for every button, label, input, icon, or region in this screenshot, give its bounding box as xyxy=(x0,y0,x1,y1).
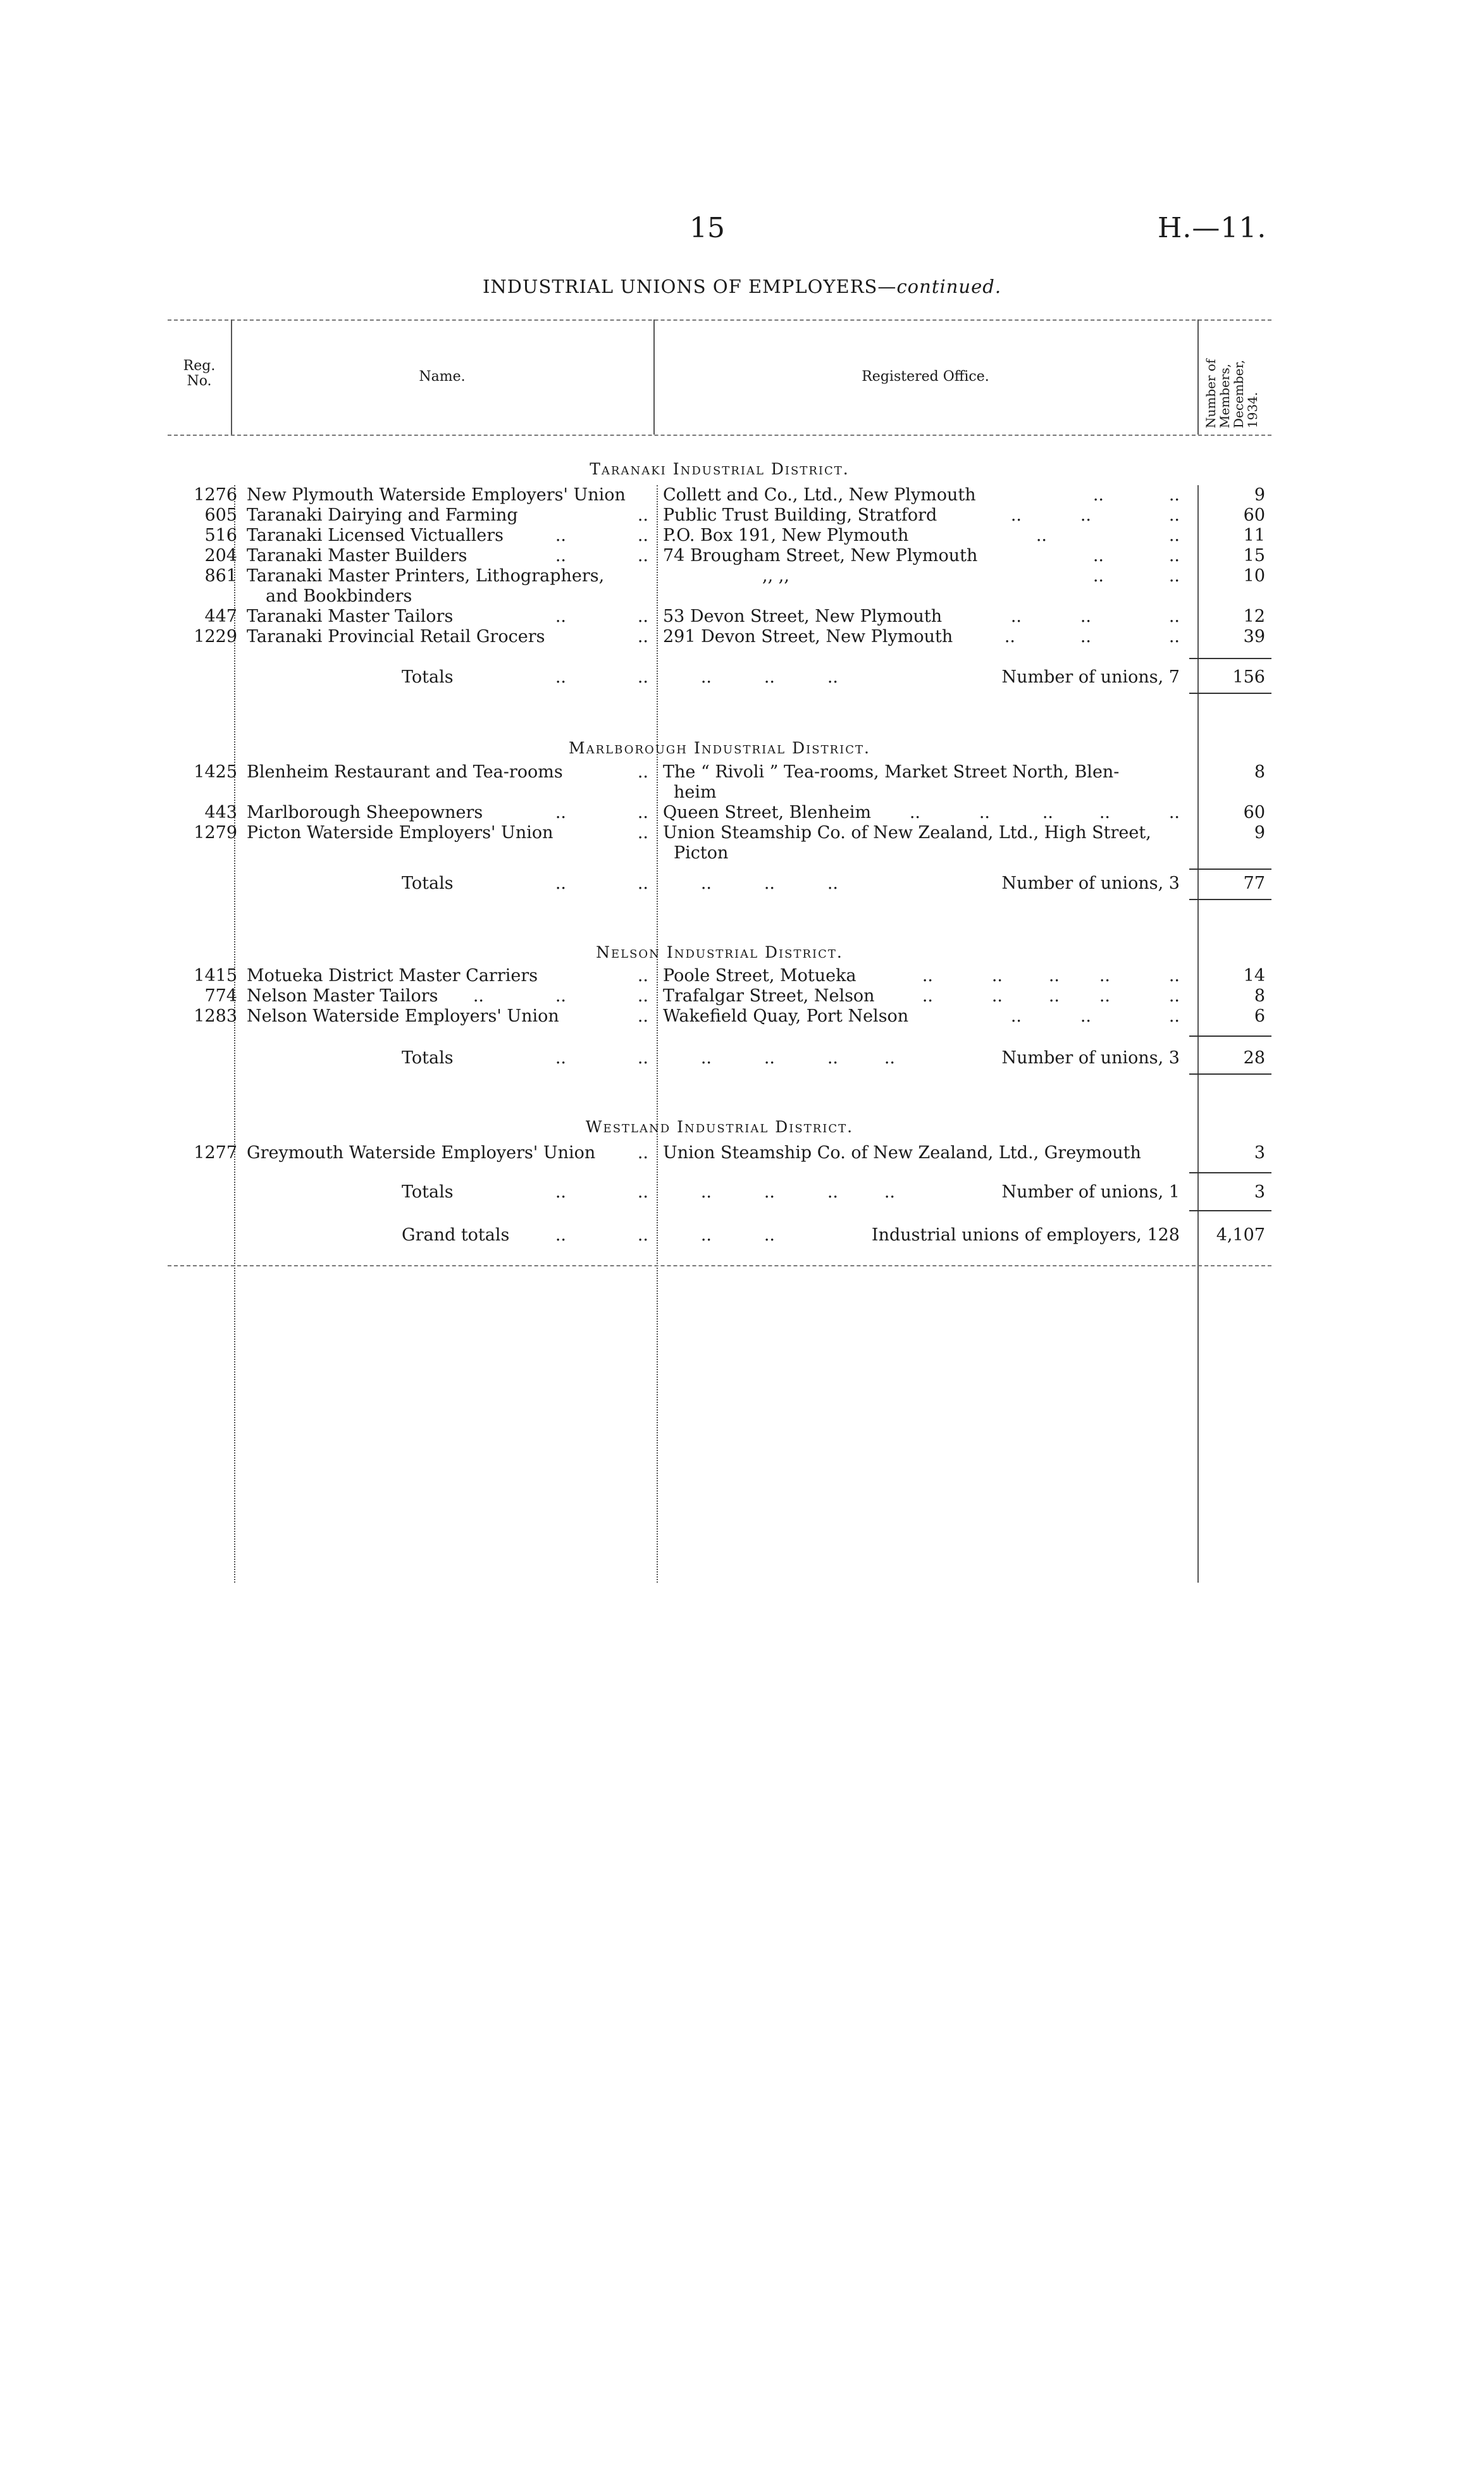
subtotal-rule xyxy=(1189,869,1271,870)
leader-dots: .. xyxy=(991,966,1003,986)
subtotal-rule xyxy=(1189,1035,1271,1037)
leader-dots: .. xyxy=(555,874,566,893)
leader-dots: .. xyxy=(922,986,933,1006)
leader-dots: .. xyxy=(1168,566,1180,586)
member-count: 8 xyxy=(1254,762,1265,782)
table-row xyxy=(168,966,1271,987)
union-name: Taranaki Master Builders xyxy=(247,546,467,566)
leader-dots: .. xyxy=(637,966,648,986)
total-members: 28 xyxy=(1243,1048,1265,1068)
leader-dots: .. xyxy=(979,803,990,822)
table-row xyxy=(168,823,1271,844)
header-members-line: Number of xyxy=(1203,359,1218,428)
leader-dots: .. xyxy=(764,1048,775,1068)
office-continuation: Picton xyxy=(674,843,729,863)
subtotal-rule xyxy=(1189,1172,1271,1173)
union-name: Nelson Waterside Employers' Union xyxy=(247,1006,559,1026)
registered-office: 74 Brougham Street, New Plymouth xyxy=(663,546,978,566)
leader-dots: .. xyxy=(637,505,648,525)
leader-dots: .. xyxy=(637,1006,648,1026)
union-name: Nelson Master Tailors xyxy=(247,986,438,1006)
leader-dots: .. xyxy=(827,1182,838,1202)
leader-dots: .. xyxy=(1168,627,1180,646)
table-row xyxy=(168,526,1271,547)
reg-no: 516 xyxy=(204,526,237,545)
reg-no: 443 xyxy=(204,803,237,822)
header-members-line: Members, xyxy=(1217,363,1232,428)
registered-office: ,, ,, xyxy=(762,566,789,586)
leader-dots: .. xyxy=(1168,546,1180,566)
leader-dots: .. xyxy=(473,986,484,1006)
leader-dots: .. xyxy=(637,667,648,687)
leader-dots: .. xyxy=(1099,986,1110,1006)
reg-no: 1415 xyxy=(194,966,237,986)
leader-dots: .. xyxy=(1010,1006,1022,1026)
reg-no: 1276 xyxy=(194,485,237,505)
reg-no: 774 xyxy=(204,986,237,1006)
table-row xyxy=(168,627,1271,648)
leader-dots: .. xyxy=(637,874,648,893)
leader-dots: .. xyxy=(1080,1006,1091,1026)
leader-dots: .. xyxy=(637,1048,648,1068)
leader-dots: .. xyxy=(637,526,648,545)
leader-dots: .. xyxy=(1080,505,1091,525)
totals-row xyxy=(168,1048,1271,1070)
leader-dots: .. xyxy=(1168,966,1180,986)
leader-dots: .. xyxy=(1092,485,1104,505)
header-members xyxy=(1204,359,1259,428)
registered-office: Trafalgar Street, Nelson xyxy=(663,986,875,1006)
total-rule xyxy=(1189,1073,1271,1075)
leader-dots: .. xyxy=(637,607,648,626)
leader-dots: .. xyxy=(1168,505,1180,525)
member-count: 15 xyxy=(1243,546,1265,566)
member-count: 14 xyxy=(1243,966,1265,986)
unions-count: Number of unions, 3 xyxy=(1001,874,1180,893)
union-name: Motueka District Master Carriers xyxy=(247,966,538,986)
leader-dots: .. xyxy=(1099,803,1110,822)
member-count: 6 xyxy=(1254,1006,1265,1026)
unions-count: Number of unions, 7 xyxy=(1001,667,1180,687)
leader-dots: .. xyxy=(1168,607,1180,626)
registered-office: P.O. Box 191, New Plymouth xyxy=(663,526,909,545)
reg-no: 1229 xyxy=(194,627,237,646)
registered-office: 53 Devon Street, New Plymouth xyxy=(663,607,943,626)
header-office: Registered Office. xyxy=(862,369,989,385)
registered-office: Queen Street, Blenheim xyxy=(663,803,872,822)
leader-dots: .. xyxy=(1048,986,1060,1006)
registered-office: 291 Devon Street, New Plymouth xyxy=(663,627,953,646)
table-row xyxy=(168,762,1271,784)
leader-dots: .. xyxy=(764,1225,775,1245)
union-name: Taranaki Master Printers, Lithographers, xyxy=(247,566,605,586)
grand-totals-label: Grand totals xyxy=(402,1225,510,1245)
grand-totals-row xyxy=(168,1225,1271,1247)
header-top-rule xyxy=(168,319,1271,321)
leader-dots: .. xyxy=(1080,627,1091,646)
member-count: 12 xyxy=(1243,607,1265,626)
member-count: 9 xyxy=(1254,823,1265,843)
leader-dots: .. xyxy=(700,1048,712,1068)
leader-dots: .. xyxy=(1168,803,1180,822)
column-divider xyxy=(1197,485,1199,1583)
leader-dots: .. xyxy=(1010,505,1022,525)
member-count: 60 xyxy=(1243,803,1265,822)
totals-row xyxy=(168,667,1271,689)
leader-dots: .. xyxy=(637,803,648,822)
member-count: 39 xyxy=(1243,627,1265,646)
member-count: 11 xyxy=(1243,526,1265,545)
registered-office: Union Steamship Co. of New Zealand, Ltd., Greymouth xyxy=(663,1143,1141,1163)
member-count: 10 xyxy=(1243,566,1265,586)
leader-dots: .. xyxy=(555,1225,566,1245)
union-name: Marlborough Sheepowners xyxy=(247,803,483,822)
reg-no: 1279 xyxy=(194,823,237,843)
leader-dots: .. xyxy=(991,986,1003,1006)
leader-dots: .. xyxy=(555,1182,566,1202)
reg-no: 1283 xyxy=(194,1006,237,1026)
page-title xyxy=(0,276,1484,297)
table-row xyxy=(168,485,1271,507)
leader-dots: .. xyxy=(1042,803,1053,822)
district-heading: Taranaki Industrial District. xyxy=(590,460,850,478)
union-name: Taranaki Master Tailors xyxy=(247,607,454,626)
total-members: 156 xyxy=(1232,667,1265,687)
reg-no: 861 xyxy=(204,566,237,586)
leader-dots: .. xyxy=(555,526,566,545)
reg-no: 1277 xyxy=(194,1143,237,1163)
leader-dots: .. xyxy=(1048,966,1060,986)
title-main: INDUSTRIAL UNIONS OF EMPLOYERS— xyxy=(482,276,897,297)
leader-dots: .. xyxy=(1168,1006,1180,1026)
leader-dots: .. xyxy=(700,1225,712,1245)
leader-dots: .. xyxy=(555,803,566,822)
leader-dots: .. xyxy=(884,1182,895,1202)
member-count: 9 xyxy=(1254,485,1265,505)
table-row xyxy=(168,1143,1271,1165)
member-count: 3 xyxy=(1254,1143,1265,1163)
leader-dots: .. xyxy=(1080,607,1091,626)
grand-total-members: 4,107 xyxy=(1216,1225,1265,1245)
total-members: 3 xyxy=(1254,1182,1265,1202)
leader-dots: .. xyxy=(922,966,933,986)
registered-office: The “ Rivoli ” Tea-rooms, Market Street North, Blen- xyxy=(663,762,1120,782)
registered-office: Collett and Co., Ltd., New Plymouth xyxy=(663,485,976,505)
district-heading: Westland Industrial District. xyxy=(585,1118,854,1136)
leader-dots: .. xyxy=(884,1048,895,1068)
header-divider xyxy=(1197,319,1199,435)
leader-dots: .. xyxy=(909,803,920,822)
leader-dots: .. xyxy=(555,607,566,626)
header-name: Name. xyxy=(419,369,466,385)
registered-office: Wakefield Quay, Port Nelson xyxy=(663,1006,909,1026)
leader-dots: .. xyxy=(764,1182,775,1202)
leader-dots: .. xyxy=(637,546,648,566)
totals-row xyxy=(168,1182,1271,1204)
reg-no: 1425 xyxy=(194,762,237,782)
member-count: 8 xyxy=(1254,986,1265,1006)
total-rule xyxy=(1189,693,1271,694)
leader-dots: .. xyxy=(555,986,566,1006)
leader-dots: .. xyxy=(637,1143,648,1163)
registered-office: Union Steamship Co. of New Zealand, Ltd., High Street, xyxy=(663,823,1151,843)
header-reg-no xyxy=(168,359,231,389)
leader-dots: .. xyxy=(555,667,566,687)
registered-office: Public Trust Building, Stratford xyxy=(663,505,937,525)
leader-dots: .. xyxy=(637,823,648,843)
leader-dots: .. xyxy=(827,667,838,687)
totals-label: Totals xyxy=(402,1182,454,1202)
leader-dots: .. xyxy=(1036,526,1047,545)
district-heading: Nelson Industrial District. xyxy=(596,943,843,961)
column-divider xyxy=(657,485,658,1583)
district-heading: Marlborough Industrial District. xyxy=(569,739,870,757)
leader-dots: .. xyxy=(1168,526,1180,545)
leader-dots: .. xyxy=(637,1225,648,1245)
leader-dots: .. xyxy=(827,1048,838,1068)
leader-dots: .. xyxy=(637,762,648,782)
total-members: 77 xyxy=(1243,874,1265,893)
leader-dots: .. xyxy=(1010,607,1022,626)
union-name: Picton Waterside Employers' Union xyxy=(247,823,553,843)
table-row xyxy=(168,986,1271,1008)
union-name: New Plymouth Waterside Employers' Union xyxy=(247,485,626,505)
table-bottom-rule xyxy=(168,1265,1271,1266)
office-continuation: heim xyxy=(674,782,717,802)
table-row xyxy=(168,546,1271,567)
total-rule xyxy=(1189,899,1271,900)
reg-no: 605 xyxy=(204,505,237,525)
grand-unions-count: Industrial unions of employers, 128 xyxy=(871,1225,1180,1245)
leader-dots: .. xyxy=(1092,566,1104,586)
leader-dots: .. xyxy=(827,874,838,893)
union-name: Blenheim Restaurant and Tea-rooms xyxy=(247,762,563,782)
table-row xyxy=(168,1006,1271,1028)
leader-dots: .. xyxy=(1168,485,1180,505)
header-members-line: December, xyxy=(1231,359,1246,428)
totals-label: Totals xyxy=(402,874,454,893)
union-name-continuation: and Bookbinders xyxy=(266,586,412,606)
member-count: 60 xyxy=(1243,505,1265,525)
leader-dots: .. xyxy=(700,874,712,893)
leader-dots: .. xyxy=(764,874,775,893)
header-members-line: 1934. xyxy=(1245,392,1260,428)
subtotal-rule xyxy=(1189,658,1271,659)
header-reg-line: Reg. xyxy=(183,358,216,374)
leader-dots: .. xyxy=(555,546,566,566)
table-row xyxy=(168,566,1271,588)
leader-dots: .. xyxy=(637,986,648,1006)
column-divider xyxy=(234,485,235,1583)
union-name: Taranaki Provincial Retail Grocers xyxy=(247,627,545,646)
total-rule xyxy=(1189,1210,1271,1211)
leader-dots: .. xyxy=(700,667,712,687)
leader-dots: .. xyxy=(1004,627,1015,646)
registered-office: Poole Street, Motueka xyxy=(663,966,856,986)
leader-dots: .. xyxy=(764,667,775,687)
leader-dots: .. xyxy=(637,627,648,646)
union-name: Taranaki Licensed Victuallers xyxy=(247,526,504,545)
header-bottom-rule xyxy=(168,435,1271,436)
reg-no: 204 xyxy=(204,546,237,566)
leader-dots: .. xyxy=(700,1182,712,1202)
leader-dots: .. xyxy=(637,1182,648,1202)
leader-dots: .. xyxy=(555,1048,566,1068)
document-reference: H.—11. xyxy=(1158,212,1267,244)
leader-dots: .. xyxy=(1099,966,1110,986)
leader-dots: .. xyxy=(1092,546,1104,566)
page-number: 15 xyxy=(689,212,725,244)
unions-count: Number of unions, 1 xyxy=(1001,1182,1180,1202)
totals-row xyxy=(168,874,1271,895)
unions-table xyxy=(168,319,1271,1268)
unions-count: Number of unions, 3 xyxy=(1001,1048,1180,1068)
header-reg-line: No. xyxy=(187,373,212,389)
table-row xyxy=(168,505,1271,527)
totals-label: Totals xyxy=(402,1048,454,1068)
table-row xyxy=(168,803,1271,824)
reg-no: 447 xyxy=(204,607,237,626)
table-row xyxy=(168,607,1271,628)
union-name: Taranaki Dairying and Farming xyxy=(247,505,518,525)
totals-label: Totals xyxy=(402,667,454,687)
title-suffix: continued. xyxy=(896,276,1002,297)
leader-dots: .. xyxy=(1168,986,1180,1006)
union-name: Greymouth Waterside Employers' Union xyxy=(247,1143,596,1163)
